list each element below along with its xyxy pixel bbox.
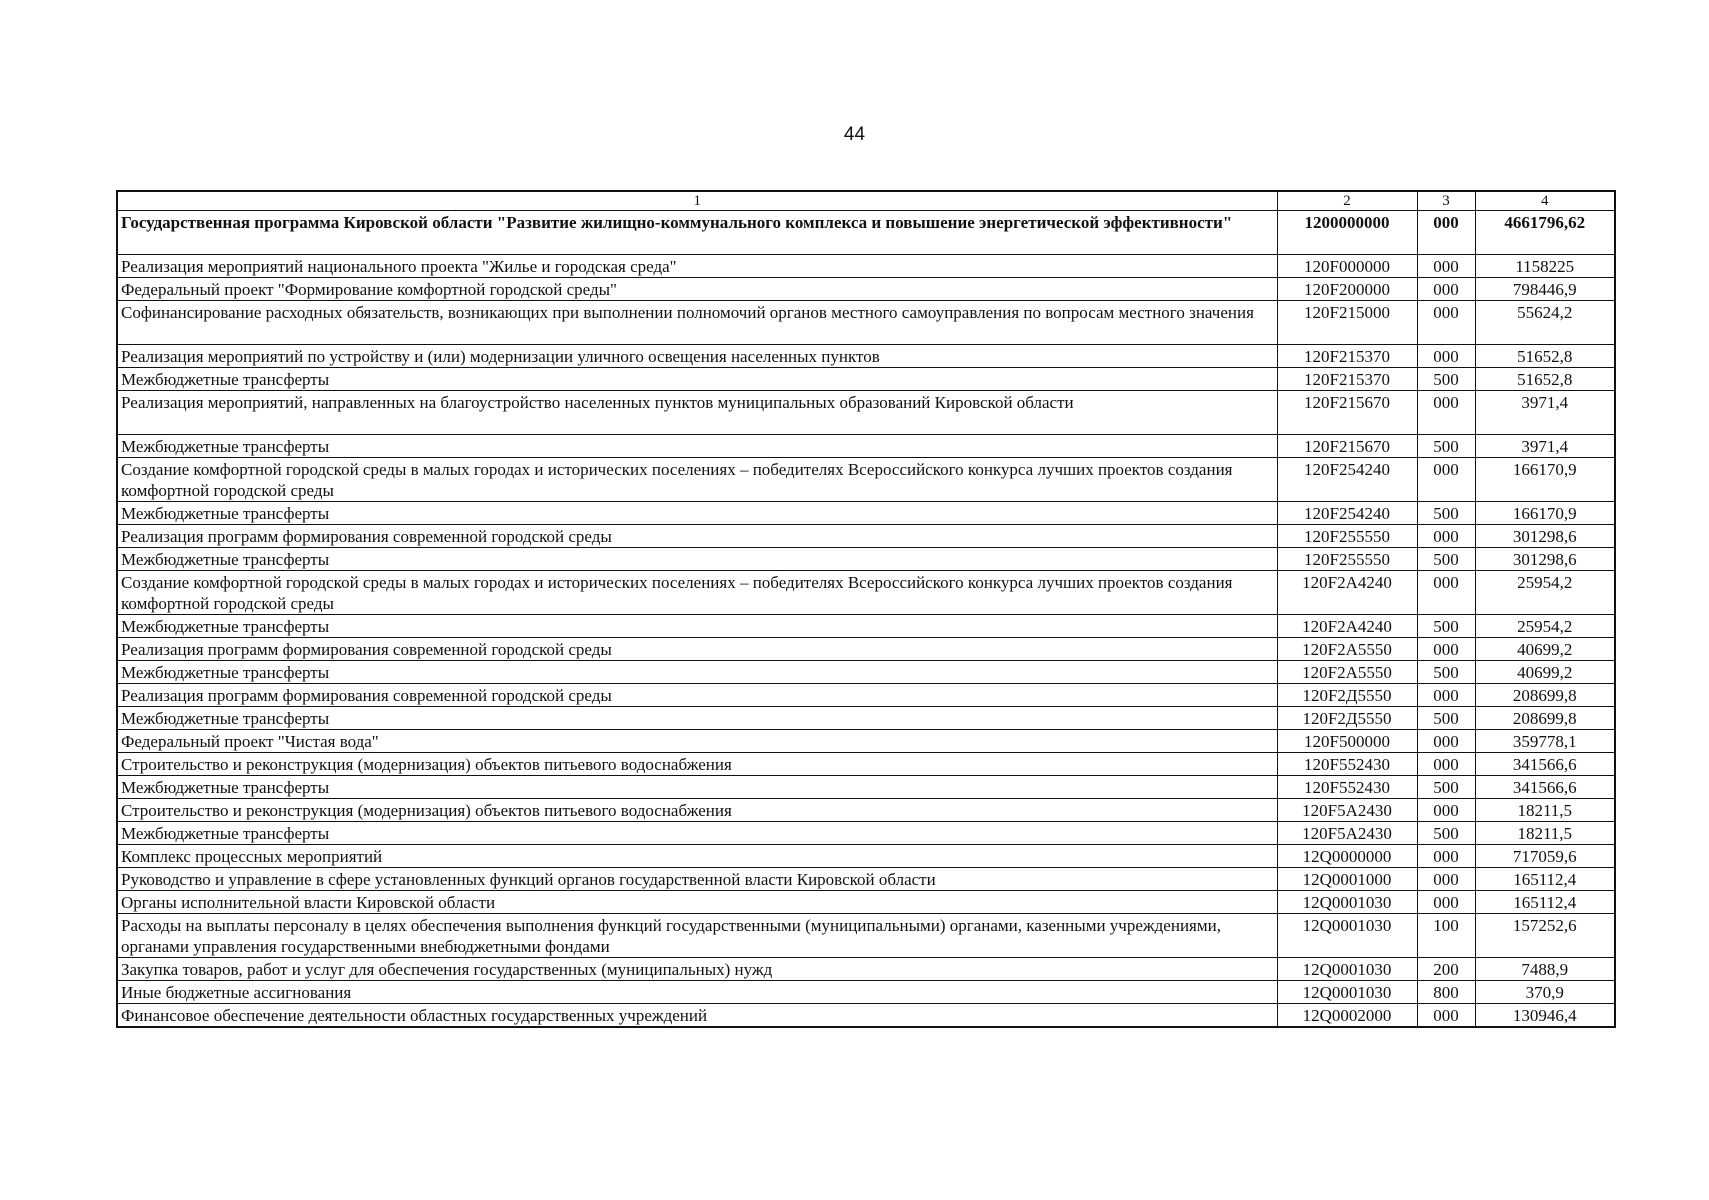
row-amount-cell: 130946,4: [1475, 1004, 1615, 1028]
column-header-amount: 4: [1475, 191, 1615, 211]
row-expense-type-cell: 000: [1417, 730, 1475, 753]
table-row: [117, 891, 1615, 914]
row-name-cell: Финансовое обеспечение деятельности областных государственных учреждений: [117, 1004, 1277, 1028]
row-name-cell: Межбюджетные трансферты: [117, 548, 1277, 571]
row-expense-type-cell: 500: [1417, 822, 1475, 845]
table-row: [117, 435, 1615, 458]
row-code-cell: 120F5A2430: [1277, 822, 1417, 845]
table-row: [117, 345, 1615, 368]
row-expense-type-cell: 000: [1417, 845, 1475, 868]
row-amount-cell: 25954,2: [1475, 571, 1615, 615]
row-amount-cell: 40699,2: [1475, 638, 1615, 661]
row-expense-type-cell: 000: [1417, 799, 1475, 822]
row-expense-type-cell: 500: [1417, 435, 1475, 458]
row-expense-type-cell: 000: [1417, 278, 1475, 301]
table-row: [117, 822, 1615, 845]
row-amount-cell: 208699,8: [1475, 707, 1615, 730]
row-code-cell: 120F215670: [1277, 435, 1417, 458]
row-amount-cell: 3971,4: [1475, 435, 1615, 458]
row-name-cell: Комплекс процессных мероприятий: [117, 845, 1277, 868]
table-row: [117, 255, 1615, 278]
row-code-cell: 120F2A4240: [1277, 615, 1417, 638]
row-amount-cell: 717059,6: [1475, 845, 1615, 868]
page-number: 44: [843, 124, 866, 145]
row-code-cell: 120F200000: [1277, 278, 1417, 301]
table-row: [117, 958, 1615, 981]
row-name-cell: Реализация мероприятий, направленных на благоустройство населенных пунктов муниципальных образований Кировской области: [117, 391, 1277, 435]
table-row: [117, 211, 1615, 255]
row-expense-type-cell: 000: [1417, 211, 1475, 255]
row-expense-type-cell: 000: [1417, 301, 1475, 345]
row-code-cell: 120F254240: [1277, 502, 1417, 525]
row-amount-cell: 18211,5: [1475, 799, 1615, 822]
row-name-cell: Межбюджетные трансферты: [117, 435, 1277, 458]
row-amount-cell: 341566,6: [1475, 753, 1615, 776]
row-code-cell: 120F000000: [1277, 255, 1417, 278]
row-amount-cell: 359778,1: [1475, 730, 1615, 753]
row-code-cell: 12Q0001030: [1277, 914, 1417, 958]
table-row: [117, 1004, 1615, 1028]
row-expense-type-cell: 000: [1417, 525, 1475, 548]
row-amount-cell: 55624,2: [1475, 301, 1615, 345]
row-name-cell: Межбюджетные трансферты: [117, 661, 1277, 684]
row-amount-cell: 301298,6: [1475, 525, 1615, 548]
table-row: [117, 730, 1615, 753]
row-name-cell: Межбюджетные трансферты: [117, 502, 1277, 525]
row-name-cell: Иные бюджетные ассигнования: [117, 981, 1277, 1004]
row-name-cell: Софинансирование расходных обязательств, возникающих при выполнении полномочий органов местного самоуправления по вопросам местного значения: [117, 301, 1277, 345]
row-name-cell: Федеральный проект "Чистая вода": [117, 730, 1277, 753]
row-expense-type-cell: 800: [1417, 981, 1475, 1004]
row-expense-type-cell: 500: [1417, 368, 1475, 391]
table-row: [117, 776, 1615, 799]
row-expense-type-cell: 000: [1417, 345, 1475, 368]
row-name-cell: Межбюджетные трансферты: [117, 776, 1277, 799]
table-row: [117, 571, 1615, 615]
row-expense-type-cell: 000: [1417, 638, 1475, 661]
table-row: [117, 868, 1615, 891]
table-row: [117, 661, 1615, 684]
row-code-cell: 12Q0000000: [1277, 845, 1417, 868]
table-row: [117, 301, 1615, 345]
table-row: [117, 368, 1615, 391]
row-name-cell: Создание комфортной городской среды в малых городах и исторических поселениях – победителях Всероссийского конкурса лучших проектов создания комфортной городской среды: [117, 458, 1277, 502]
row-amount-cell: 165112,4: [1475, 891, 1615, 914]
row-code-cell: 120F2A5550: [1277, 638, 1417, 661]
row-amount-cell: 18211,5: [1475, 822, 1615, 845]
row-code-cell: 120F552430: [1277, 776, 1417, 799]
row-name-cell: Закупка товаров, работ и услуг для обеспечения государственных (муниципальных) нужд: [117, 958, 1277, 981]
table-body: [117, 211, 1615, 1028]
row-code-cell: 120F2A5550: [1277, 661, 1417, 684]
table-header-row: [117, 191, 1615, 211]
row-expense-type-cell: 500: [1417, 661, 1475, 684]
table-row: [117, 525, 1615, 548]
row-name-cell: Реализация программ формирования современной городской среды: [117, 684, 1277, 707]
row-expense-type-cell: 000: [1417, 391, 1475, 435]
row-code-cell: 120F255550: [1277, 525, 1417, 548]
row-code-cell: 120F552430: [1277, 753, 1417, 776]
row-expense-type-cell: 500: [1417, 548, 1475, 571]
row-amount-cell: 341566,6: [1475, 776, 1615, 799]
row-name-cell: Реализация мероприятий по устройству и (или) модернизации уличного освещения населенных пунктов: [117, 345, 1277, 368]
row-code-cell: 12Q0001030: [1277, 891, 1417, 914]
row-code-cell: 120F2Д5550: [1277, 707, 1417, 730]
row-expense-type-cell: 200: [1417, 958, 1475, 981]
row-amount-cell: 166170,9: [1475, 458, 1615, 502]
row-name-cell: Межбюджетные трансферты: [117, 368, 1277, 391]
row-expense-type-cell: 000: [1417, 255, 1475, 278]
row-code-cell: 12Q0002000: [1277, 1004, 1417, 1028]
row-name-cell: Реализация программ формирования современной городской среды: [117, 638, 1277, 661]
row-name-cell: Создание комфортной городской среды в малых городах и исторических поселениях – победителях Всероссийского конкурса лучших проектов создания комфортной городской среды: [117, 571, 1277, 615]
row-expense-type-cell: 500: [1417, 707, 1475, 730]
row-name-cell: Межбюджетные трансферты: [117, 822, 1277, 845]
row-name-cell: Расходы на выплаты персоналу в целях обеспечения выполнения функций государственными (муниципальными) органами, казенными учреждениями, органами управления государственными внебюджетными фондами: [117, 914, 1277, 958]
row-amount-cell: 301298,6: [1475, 548, 1615, 571]
row-amount-cell: 7488,9: [1475, 958, 1615, 981]
row-code-cell: 120F215370: [1277, 368, 1417, 391]
row-expense-type-cell: 000: [1417, 868, 1475, 891]
table-row: [117, 391, 1615, 435]
row-amount-cell: 4661796,62: [1475, 211, 1615, 255]
row-amount-cell: 51652,8: [1475, 368, 1615, 391]
table-row: [117, 458, 1615, 502]
table-row: [117, 548, 1615, 571]
row-name-cell: Строительство и реконструкция (модернизация) объектов питьевого водоснабжения: [117, 753, 1277, 776]
table-row: [117, 278, 1615, 301]
row-code-cell: 120F5A2430: [1277, 799, 1417, 822]
row-name-cell: Руководство и управление в сфере установленных функций органов государственной власти Кировской области: [117, 868, 1277, 891]
row-amount-cell: 3971,4: [1475, 391, 1615, 435]
row-expense-type-cell: 500: [1417, 502, 1475, 525]
row-amount-cell: 370,9: [1475, 981, 1615, 1004]
table-row: [117, 753, 1615, 776]
table-row: [117, 684, 1615, 707]
row-code-cell: 120F2Д5550: [1277, 684, 1417, 707]
row-amount-cell: 798446,9: [1475, 278, 1615, 301]
row-expense-type-cell: 000: [1417, 1004, 1475, 1028]
budget-table: [116, 190, 1616, 1028]
table-row: [117, 914, 1615, 958]
table-row: [117, 981, 1615, 1004]
row-name-cell: Органы исполнительной власти Кировской области: [117, 891, 1277, 914]
row-code-cell: 120F215670: [1277, 391, 1417, 435]
row-name-cell: Строительство и реконструкция (модернизация) объектов питьевого водоснабжения: [117, 799, 1277, 822]
row-code-cell: 120F2A4240: [1277, 571, 1417, 615]
row-amount-cell: 1158225: [1475, 255, 1615, 278]
row-amount-cell: 25954,2: [1475, 615, 1615, 638]
column-header-expense-type: 3: [1417, 191, 1475, 211]
column-header-code: 2: [1277, 191, 1417, 211]
row-code-cell: 120F255550: [1277, 548, 1417, 571]
row-code-cell: 120F254240: [1277, 458, 1417, 502]
table-row: [117, 615, 1615, 638]
row-expense-type-cell: 000: [1417, 571, 1475, 615]
row-expense-type-cell: 500: [1417, 615, 1475, 638]
row-code-cell: 1200000000: [1277, 211, 1417, 255]
row-amount-cell: 166170,9: [1475, 502, 1615, 525]
row-expense-type-cell: 500: [1417, 776, 1475, 799]
row-amount-cell: 51652,8: [1475, 345, 1615, 368]
row-name-cell: Реализация программ формирования современной городской среды: [117, 525, 1277, 548]
table-row: [117, 502, 1615, 525]
row-amount-cell: 40699,2: [1475, 661, 1615, 684]
row-name-cell: Государственная программа Кировской области "Развитие жилищно-коммунального комплекса и повышение энергетической эффективности": [117, 211, 1277, 255]
table-row: [117, 638, 1615, 661]
row-name-cell: Реализация мероприятий национального проекта "Жилье и городская среда": [117, 255, 1277, 278]
row-expense-type-cell: 000: [1417, 753, 1475, 776]
row-name-cell: Межбюджетные трансферты: [117, 707, 1277, 730]
row-code-cell: 120F215370: [1277, 345, 1417, 368]
column-header-name: 1: [117, 191, 1277, 211]
row-code-cell: 120F500000: [1277, 730, 1417, 753]
row-code-cell: 12Q0001030: [1277, 981, 1417, 1004]
row-amount-cell: 157252,6: [1475, 914, 1615, 958]
table-row: [117, 799, 1615, 822]
row-expense-type-cell: 000: [1417, 458, 1475, 502]
row-expense-type-cell: 000: [1417, 684, 1475, 707]
row-expense-type-cell: 000: [1417, 891, 1475, 914]
row-amount-cell: 208699,8: [1475, 684, 1615, 707]
row-code-cell: 12Q0001030: [1277, 958, 1417, 981]
row-code-cell: 120F215000: [1277, 301, 1417, 345]
table-row: [117, 707, 1615, 730]
row-expense-type-cell: 100: [1417, 914, 1475, 958]
row-name-cell: Федеральный проект "Формирование комфортной городской среды": [117, 278, 1277, 301]
row-code-cell: 12Q0001000: [1277, 868, 1417, 891]
row-amount-cell: 165112,4: [1475, 868, 1615, 891]
row-name-cell: Межбюджетные трансферты: [117, 615, 1277, 638]
table-row: [117, 845, 1615, 868]
